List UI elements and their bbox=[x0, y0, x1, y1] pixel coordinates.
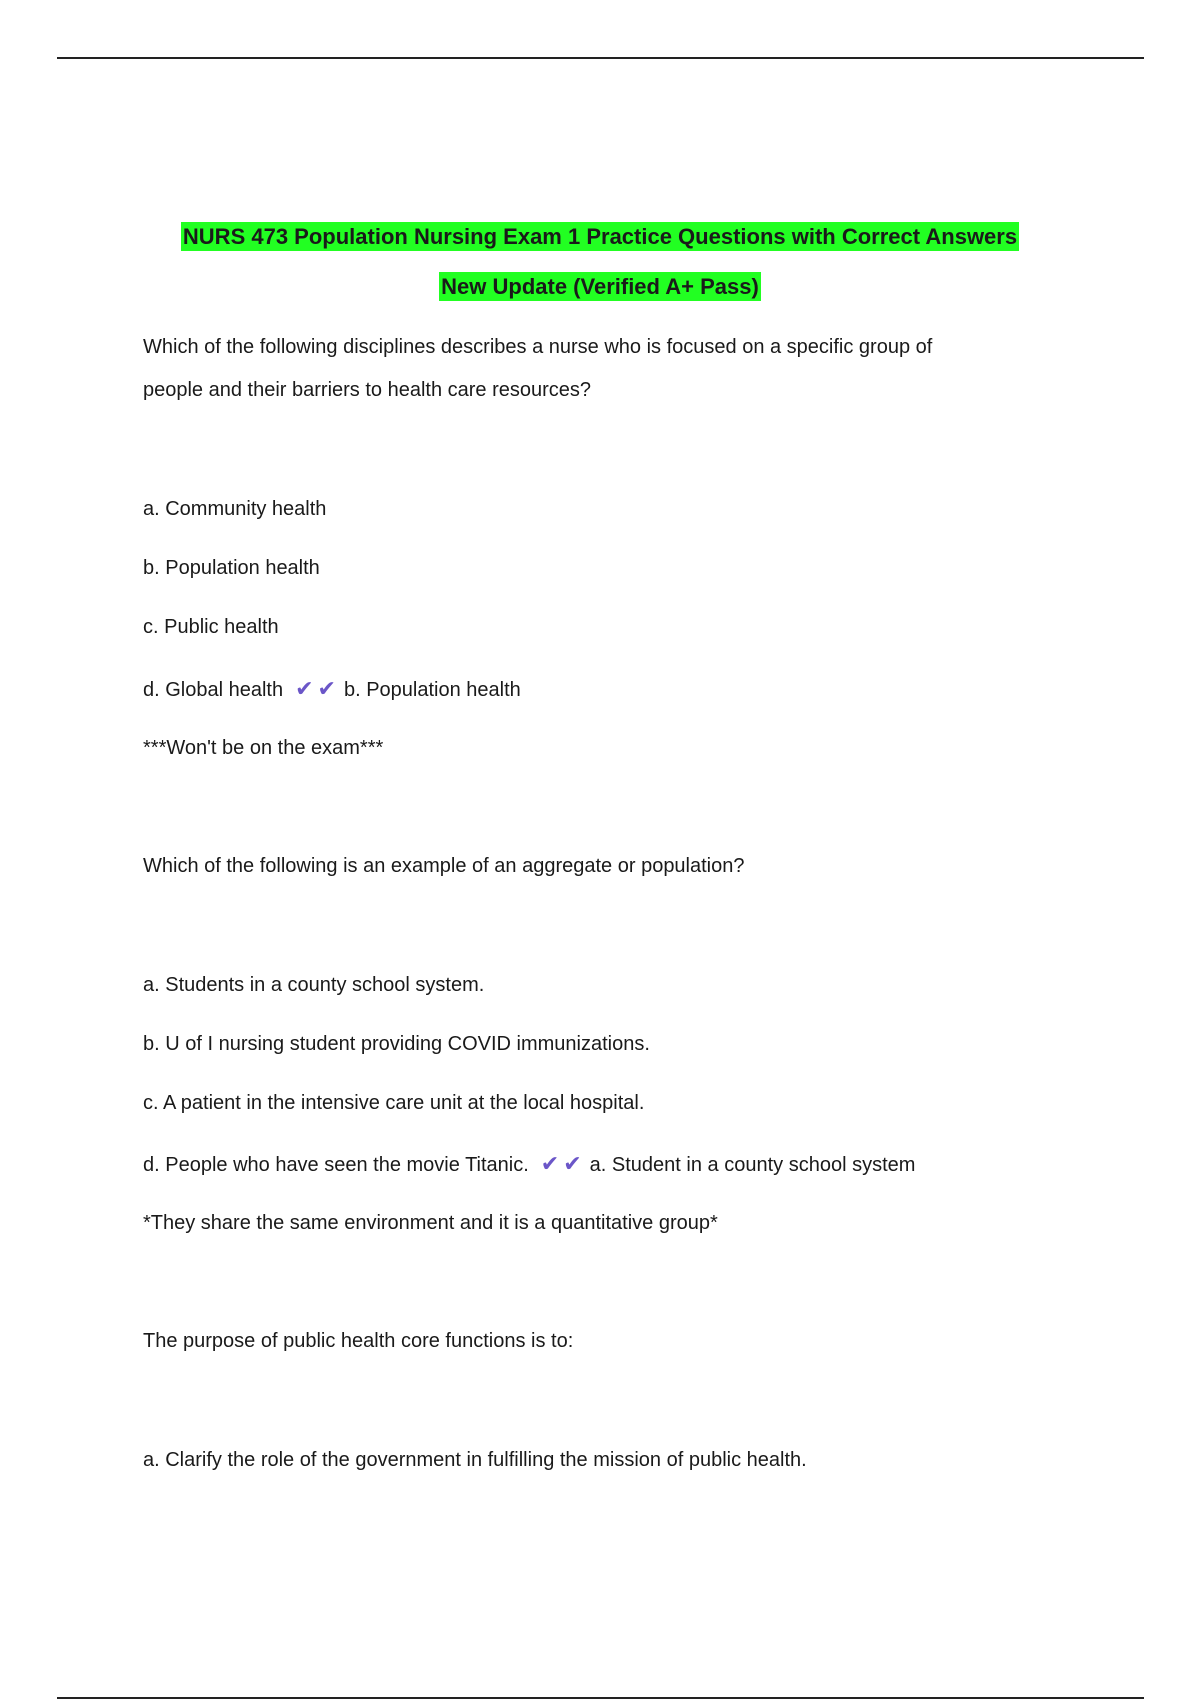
q1-answer: b. Population health bbox=[343, 679, 521, 701]
q2-option-d: d. People who have seen the movie Titanic. bbox=[143, 1154, 529, 1176]
q1-question-line-1: Which of the following disciplines describes a nurse who is focused on a specific group of bbox=[143, 336, 933, 358]
document-title bbox=[0, 212, 1200, 312]
q1-note: ***Won't be on the exam*** bbox=[143, 737, 384, 759]
title-line-1: NURS 473 Population Nursing Exam 1 Practice Questions with Correct Answers bbox=[182, 224, 1018, 249]
q2-option-d-row bbox=[143, 1151, 915, 1178]
check-icon: ✔ bbox=[295, 676, 314, 701]
title-line-2: New Update (Verified A+ Pass) bbox=[441, 274, 759, 299]
check-icon: ✔ bbox=[540, 1151, 560, 1176]
q3-question: The purpose of public health core functions is to: bbox=[143, 1330, 574, 1352]
q1-option-d: d. Global health bbox=[143, 679, 284, 701]
q2-option-b: b. U of I nursing student providing COVID immunizations. bbox=[143, 1033, 650, 1055]
q2-answer: a. Student in a county school system bbox=[589, 1154, 916, 1176]
q2-question: Which of the following is an example of an aggregate or population? bbox=[143, 855, 745, 877]
q2-option-a: a. Students in a county school system. bbox=[143, 974, 485, 996]
check-icon: ✔ bbox=[563, 1151, 582, 1176]
q1-option-b: b. Population health bbox=[143, 557, 320, 579]
q2-option-c: c. A patient in the intensive care unit at the local hospital. bbox=[143, 1092, 645, 1114]
q1-question-line-2: people and their barriers to health care resources? bbox=[143, 379, 592, 401]
top-divider bbox=[57, 57, 1144, 59]
q2-note: *They share the same environment and it is a quantitative group* bbox=[143, 1212, 718, 1234]
q1-option-d-row bbox=[143, 676, 521, 703]
check-icon: ✔ bbox=[317, 676, 336, 701]
bottom-divider bbox=[57, 1697, 1144, 1699]
q1-option-c: c. Public health bbox=[143, 616, 279, 638]
q3-option-a: a. Clarify the role of the government in fulfilling the mission of public health. bbox=[143, 1449, 807, 1471]
q1-option-a: a. Community health bbox=[143, 498, 327, 520]
